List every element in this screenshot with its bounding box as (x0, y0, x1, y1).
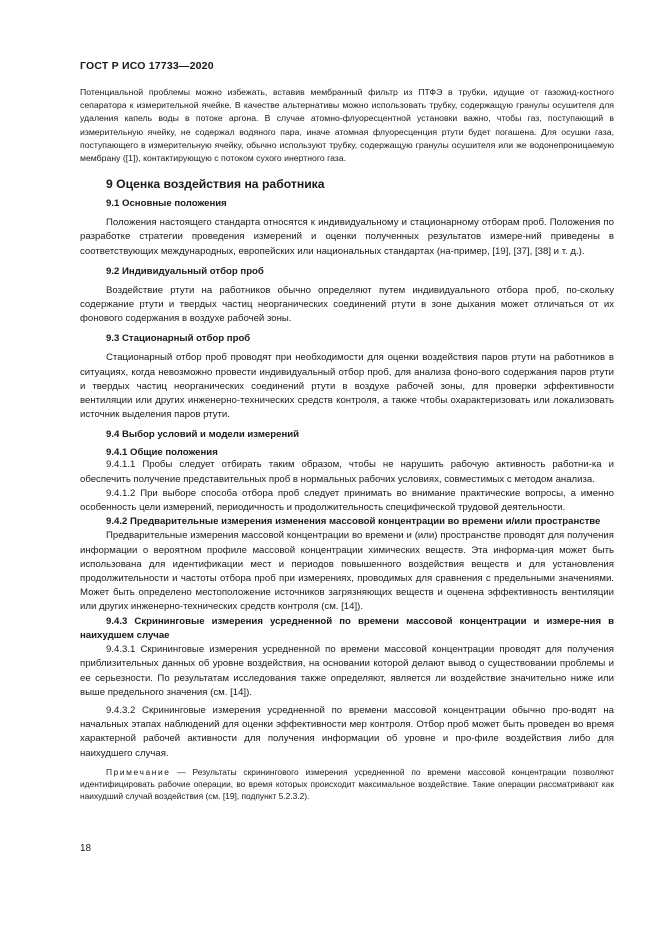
intro-paragraph: Потенциальной проблемы можно избежать, вставив мембранный фильтр из ПТФЭ в трубки, идущие от газожид-костного сепаратора к измерительной ячейке. В качестве альтернативы можно использовать трубку, содержащую гранулы осушителя для удаления капель воды в потоке аргона. В случае атомно-флуоресцентной установки важно, чтобы газ, поступающий в измерительную ячейку, не содержал водяного пара, иначе атомная флуоресценция ртути будет погашена. Для осушки газа, поступающего в измерительную ячейку, обычно используют трубку, содержащую гранулы осушителя или же водонепроницаемую мембрану ([1]), контактирующую с потоком сухого инертного газа. (80, 87, 614, 164)
section-9-4-3-1-text: 9.4.3.1 Скрининговые измерения усредненной по времени массовой концентрации проводят для получения приблизительных данных об уровне воздействия, на основании которой делают вывод о существовании проблемы и ее серьезности. По результатам исследования также определяют, является ли воздействие значительно ниже или выше предельного значения (см. [14]). (80, 644, 614, 698)
page-number: 18 (80, 843, 92, 854)
section-9-4-2-text: Предварительные измерения массовой концентрации во времени и (или) пространстве проводят для получения информации о вероятном профиле массовой концентрации химических веществ. Эта информа-ция может быть использована для идентификации мест и периодов повышенного воздействия веществ и для установления продолжительности и частоты отбора проб при измерениях, проводимых для сравнения с предельными значениями. Может быть определено местоположение источников загрязняющих веществ и оценена эффективность вентиляции или других инженерно-технических средств контроля (см. [14]). (80, 530, 614, 613)
standard-header: ГОСТ Р ИСО 17733—2020 (80, 60, 214, 72)
section-9-4-1-heading: 9.4.1 Общие положения (106, 447, 218, 459)
section-9-4-3-heading: 9.4.3 Скрининговые измерения усредненной по времени массовой концентрации и измере-ния в наихудшем случае (80, 615, 614, 641)
document-body (80, 86, 614, 803)
note-label: Примечание (106, 766, 171, 777)
section-9-1-text: Положения настоящего стандарта относятся к индивидуальному и стационарному отборам проб. Положения по разработке стратегии проведения измерений и оценки полученных результатов измере-ний приведены в соответствующих международных, европейских или национальных стандартах (на-пример, [19], [37], [38] и т. д.). (80, 217, 614, 257)
section-9-4-1-2-text: 9.4.1.2 При выборе способа отбора проб следует принимать во внимание практические вопросы, а именно особенность цели измерений, периодичность и продолжительность специфической трудовой деятельности. (80, 487, 614, 514)
section-9-3-text: Стационарный отбор проб проводят при необходимости для оценки воздействия паров ртути на работников в ситуациях, когда невозможно провести индивидуальный отбор проб, для анализа фоно-вого содержания паров ртути и твердых частиц неорганических соединений ртути в воздухе рабочей зоны, для проверки эффективности вентиляции или других инженерно-технических средств контроля, а также чтобы охарактеризовать или локализовать источник выделения паров ртути. (80, 352, 614, 421)
section-9-4-2-heading: 9.4.2 Предварительные измерения изменения массовой концентрации во времени и/или пространстве (106, 516, 601, 528)
section-9-3-heading: 9.3 Стационарный отбор проб (106, 333, 251, 345)
section-9-1-heading: 9.1 Основные положения (106, 198, 227, 210)
section-9-2-text: Воздействие ртути на работников обычно определяют путем индивидуального отбора проб, по-скольку содержание ртути и твердых частиц неорганических соединений ртути в зоне дыхания может отличаться от их фонового содержания в воздухе рабочей зоны. (80, 284, 614, 325)
note-text: — Результаты скринингового измерения усредненной по времени массовой концентрации позволяют идентифицировать рабочие операции, во время которых происходит максимальное воздействие. Такие операции рассматривают как наихудший случай воздействия (см. [19], подпункт 5.2.3.2). (80, 766, 614, 802)
section-9-4-heading: 9.4 Выбор условий и модели измерений (106, 429, 300, 441)
section-9-4-3-2-text: 9.4.3.2 Скрининговые измерения усредненной по времени массовой концентрации обычно про-водят на начальных этапах наблюдений для оценки эффективности мер контроля. Отбор проб может быть проведен во время характерной рабочей активности для получения информации об уровне и про-филе воздействия либо для наихудшего случая. (80, 704, 614, 759)
section-9-2-heading: 9.2 Индивидуальный отбор проб (106, 265, 264, 277)
section-9-4-1-1-text: 9.4.1.1 Пробы следует отбирать таким образом, чтобы не нарушить рабочую активность работни-ка и обеспечить получение представительных проб в нормальных рабочих условиях, совместимых с методом анализа. (80, 459, 614, 485)
section-9-heading: 9 Оценка воздействия на работника (106, 177, 325, 192)
note-paragraph (80, 766, 614, 803)
